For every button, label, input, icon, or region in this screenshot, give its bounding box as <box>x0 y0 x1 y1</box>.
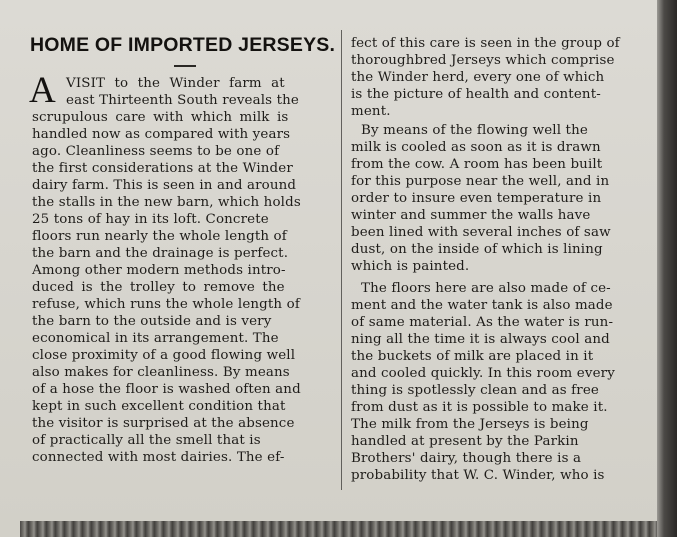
left-line-15: the barn to the outside and is very <box>32 314 272 329</box>
right-line-21: thing is spotlessly clean and as free <box>351 383 599 398</box>
left-line-11: the barn and the drainage is perfect. <box>32 246 289 261</box>
left-line-18: also makes for cleanliness. By means <box>32 365 290 380</box>
left-line-2: east Thirteenth South reveals the <box>66 93 299 108</box>
right-line-1: fect of this care is seen in the group of <box>351 36 620 51</box>
left-line-16: economical in its arrangement. The <box>32 331 279 346</box>
left-line-3: scrupulous care with which milk is <box>32 110 289 125</box>
left-line-4: handled now as compared with years <box>32 127 291 142</box>
headline: HOME OF IMPORTED JERSEYS. <box>30 34 336 56</box>
left-line-13: duced is the trolley to remove the <box>32 280 285 295</box>
right-line-23: The milk from the Jerseys is being <box>351 417 589 432</box>
left-line-17: close proximity of a good flowing well <box>32 348 296 363</box>
right-line-9: for this purpose near the well, and in <box>351 174 610 189</box>
left-line-1: VISIT to the Winder farm at <box>66 76 285 91</box>
left-line-14: refuse, which runs the whole length of <box>32 297 300 312</box>
right-line-7: milk is cooled as soon as it is drawn <box>351 140 601 155</box>
left-line-22: of practically all the smell that is <box>32 433 261 448</box>
left-line-9: 25 tons of hay in its loft. Concrete <box>32 212 269 227</box>
column-divider <box>341 30 342 490</box>
left-line-7: dairy farm. This is seen in and around <box>32 178 297 193</box>
right-line-20: and cooled quickly. In this room every <box>351 366 615 381</box>
right-line-16: ment and the water tank is also made <box>351 298 613 313</box>
page-edge-shadow <box>657 0 677 537</box>
left-line-23: connected with most dairies. The ef- <box>32 450 285 465</box>
right-line-17: of same material. As the water is run- <box>351 315 614 330</box>
right-line-22: from dust as it is possible to make it. <box>351 400 608 415</box>
right-line-5: ment. <box>351 104 391 119</box>
left-line-8: the stalls in the new barn, which holds <box>32 195 301 210</box>
left-line-20: kept in such excellent condition that <box>32 399 286 414</box>
left-line-5: ago. Cleanliness seems to be one of <box>32 144 280 159</box>
right-line-18: ning all the time it is always cool and <box>351 332 610 347</box>
left-line-19: of a hose the floor is washed often and <box>32 382 301 397</box>
right-line-19: the buckets of milk are placed in it <box>351 349 594 364</box>
right-line-10: order to insure even temperature in <box>351 191 602 206</box>
bottom-image-strip <box>20 521 657 537</box>
left-line-12: Among other modern methods intro- <box>32 263 286 278</box>
right-line-25: Brothers' dairy, though there is a <box>351 451 582 466</box>
right-line-2: thoroughbred Jerseys which comprise <box>351 53 615 68</box>
drop-cap: A <box>29 70 56 111</box>
right-line-11: winter and summer the walls have <box>351 208 591 223</box>
right-line-8: from the cow. A room has been built <box>351 157 603 172</box>
left-line-10: floors run nearly the whole length of <box>32 229 287 244</box>
headline-rule <box>174 65 196 67</box>
right-line-3: the Winder herd, every one of which <box>351 70 605 85</box>
right-line-26: probability that W. C. Winder, who is <box>351 468 605 483</box>
right-line-15: The floors here are also made of ce- <box>361 281 611 296</box>
right-line-6: By means of the flowing well the <box>361 123 588 138</box>
left-line-6: the first considerations at the Winder <box>32 161 293 176</box>
right-line-13: dust, on the inside of which is lining <box>351 242 603 257</box>
right-line-24: handled at present by the Parkin <box>351 434 579 449</box>
right-line-4: is the picture of health and content- <box>351 87 601 102</box>
right-line-12: been lined with several inches of saw <box>351 225 611 240</box>
right-line-14: which is painted. <box>351 259 470 274</box>
left-line-21: the visitor is surprised at the absence <box>32 416 295 431</box>
